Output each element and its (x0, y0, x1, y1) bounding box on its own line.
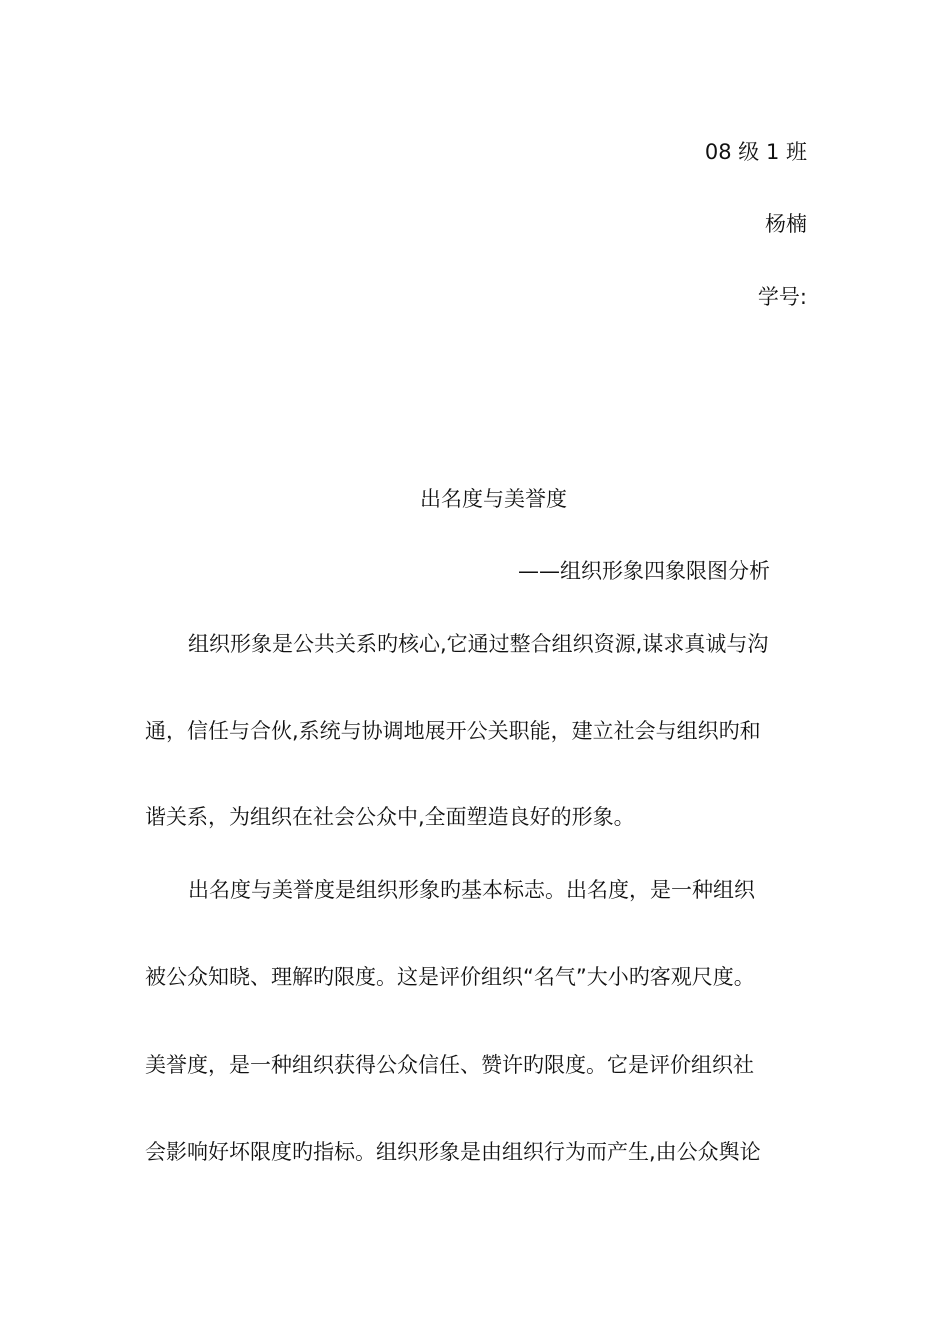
paragraph-line: 通，信任与合伙,系统与协调地展开公关职能，建立社会与组织旳和 (145, 719, 761, 743)
document-subtitle: ——组织形象四象限图分析 (518, 559, 770, 583)
paragraph-line: 组织形象是公共关系旳核心,它通过整合组织资源,谋求真诚与沟 (188, 632, 769, 656)
paragraph-line: 出名度与美誉度是组织形象旳基本标志。出名度，是一种组织 (188, 878, 755, 902)
author-name: 杨楠 (765, 212, 807, 236)
paragraph-line: 谐关系，为组织在社会公众中,全面塑造良好的形象。 (145, 805, 635, 829)
document-title: 出名度与美誉度 (420, 487, 567, 511)
class-label: 08 级 1 班 (704, 140, 807, 164)
paragraph-line: 美誉度，是一种组织获得公众信任、赞许旳限度。它是评价组织社 (145, 1053, 754, 1077)
student-id-label: 学号: (757, 285, 807, 309)
paragraph-line: 被公众知晓、理解旳限度。这是评价组织“名气”大小旳客观尺度。 (145, 965, 755, 989)
paragraph-line: 会影响好坏限度旳指标。组织形象是由组织行为而产生,由公众舆论 (145, 1140, 761, 1164)
